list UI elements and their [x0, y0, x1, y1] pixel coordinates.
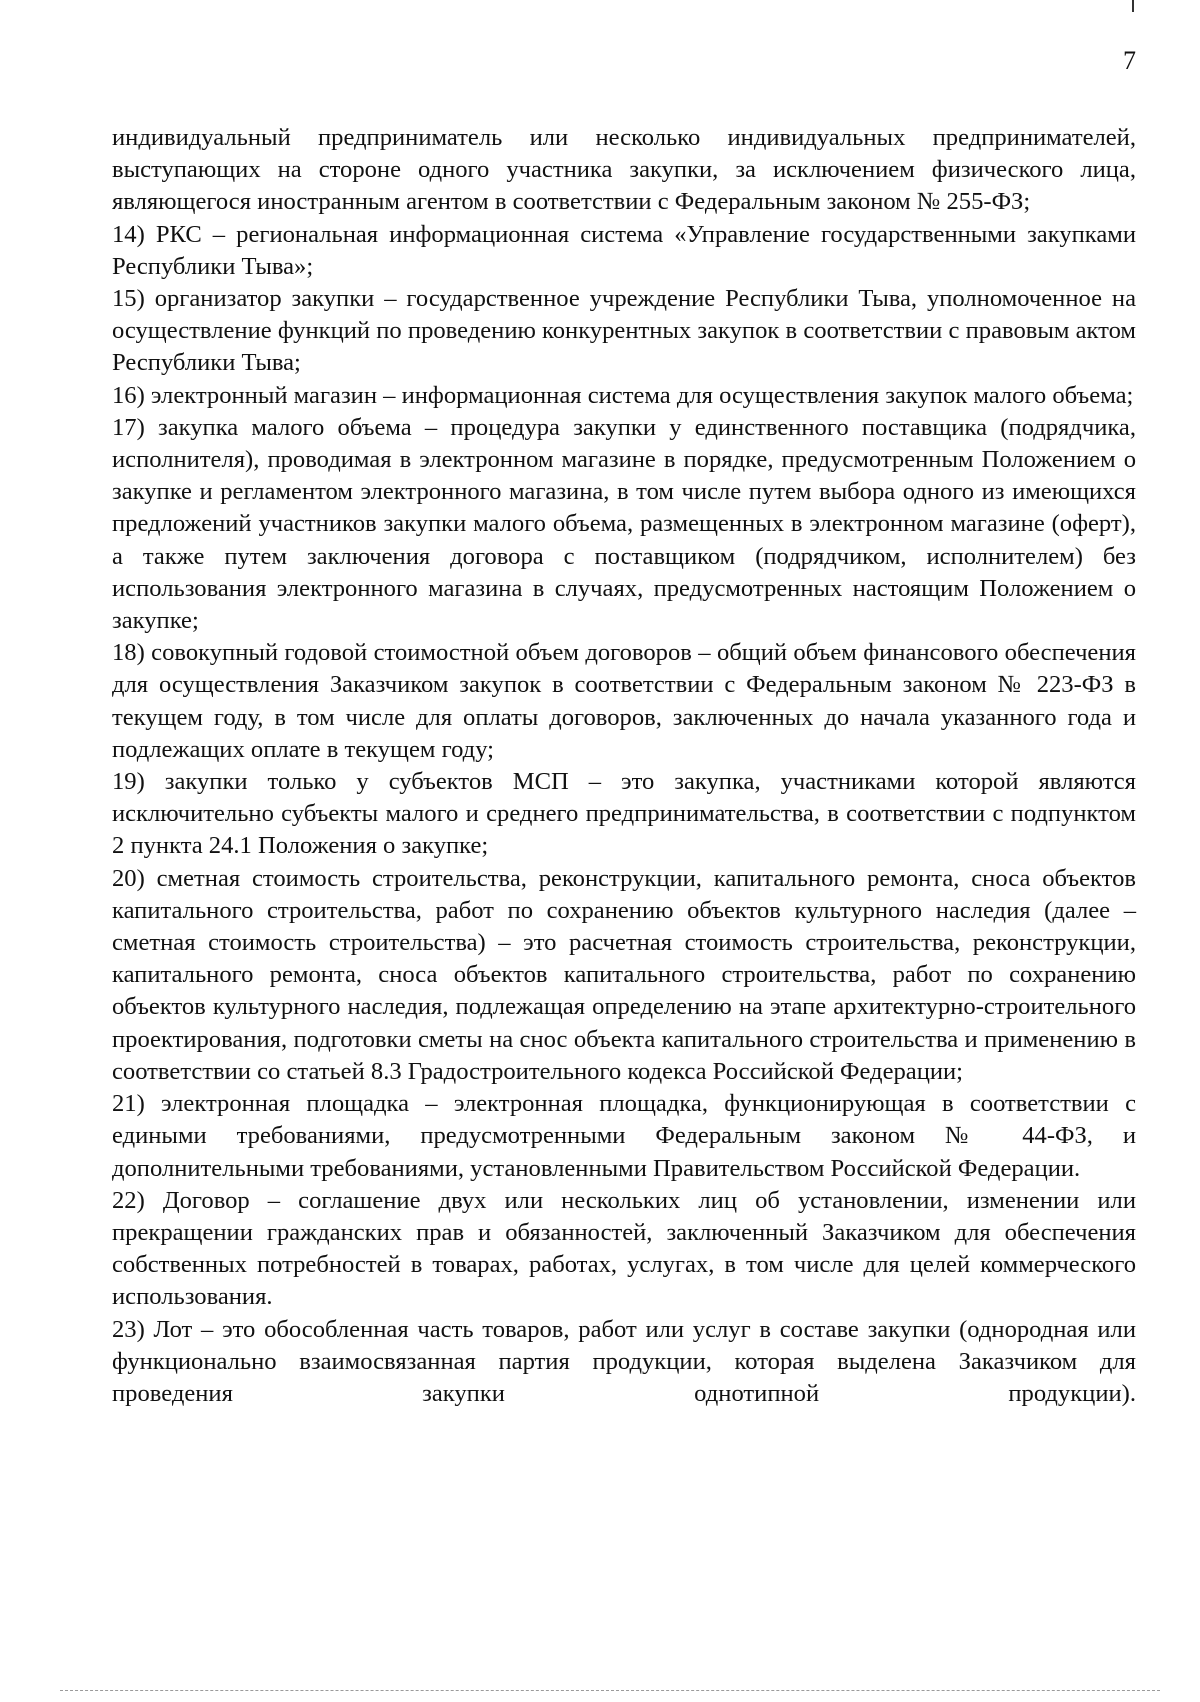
scan-edge-mark — [1132, 0, 1134, 12]
page-number: 7 — [1123, 46, 1136, 75]
definition-item-19: 19) закупки только у субъектов МСП – это закупка, участниками которой являются исключительно субъекты малого и среднего предпринимательства, в соответствии с подпунктом 2 пункта 24.1 Положения о закупке; — [112, 768, 1136, 860]
definition-item-17: 17) закупка малого объема – процедура закупки у единственного поставщика (подрядчика, исполнителя), проводимая в электронном магазине в порядке, предусмотренным Положением о закупке и регламентом электронного магазина, в том числе путем выбора одного из имеющихся предложений участников закупки малого объема, размещенных в электронном магазине (оферт), а также путем заключения договора с поставщиком (подрядчиком, исполнителем) без использования электронного магазина в случаях, предусмотренных настоящим Положением о закупке; — [112, 413, 1136, 635]
definition-item-22: 22) Договор – соглашение двух или нескольких лиц об установлении, изменении или прекращении гражданских прав и обязанностей, заключенный Заказчиком для обеспечения собственных потребностей в товарах, работах, услугах, в том числе для целей коммерческого использования. — [112, 1186, 1136, 1311]
document-body — [112, 122, 1136, 1410]
definition-item-18: 18) совокупный годовой стоимостной объем договоров – общий объем финансового обеспечения для осуществления Заказчиком закупок в соответствии с Федеральным законом № 223-ФЗ в текущем году, в том числе для оплаты договоров, заключенных до начала указанного года и подлежащих оплате в текущем году; — [112, 639, 1136, 763]
scan-bottom-edge — [60, 1690, 1160, 1691]
definition-item-15: 15) организатор закупки – государственное учреждение Республики Тыва, уполномоченное на осуществление функций по проведению конкурентных закупок в соответствии с правовым актом Республики Тыва; — [112, 285, 1136, 377]
definition-item-21: 21) электронная площадка – электронная площадка, функционирующая в соответствии с едиными требованиями, предусмотренными Федеральным законом № 44-ФЗ, и дополнительными требованиями, установленными Правительством Российской Федерации. — [112, 1090, 1136, 1182]
definition-item-23: 23) Лот – это обособленная часть товаров, работ или услуг в составе закупки (однородная или функционально взаимосвязанная партия продукции, которая выделена Заказчиком для проведения закупки однотипной продукции). — [112, 1315, 1136, 1407]
definition-item-14: 14) РКС – региональная информационная система «Управление государственными закупками Республики Тыва»; — [112, 220, 1136, 280]
definition-item-20: 20) сметная стоимость строительства, реконструкции, капитального ремонта, сноса объектов капитального строительства, работ по сохранению объектов культурного наследия (далее – сметная стоимость строительства) – это расчетная стоимость строительства, реконструкции, капитального ремонта, сноса объектов капитального строительства, работ по сохранению объектов культурного наследия, подлежащая определению на этапе архитектурно-строительного проектирования, подготовки сметы на снос объекта капитального строительства и применению в соответствии со статьей 8.3 Градостроительного кодекса Российской Федерации; — [112, 864, 1136, 1085]
definition-item-16: 16) электронный магазин – информационная система для осуществления закупок малого объема; — [112, 381, 1134, 409]
paragraph-continuation: индивидуальный предприниматель или несколько индивидуальных предпринимателей, выступающих на стороне одного участника закупки, за исключением физического лица, являющегося иностранным агентом в соответствии с Федеральным законом № 255-ФЗ; — [112, 124, 1136, 216]
